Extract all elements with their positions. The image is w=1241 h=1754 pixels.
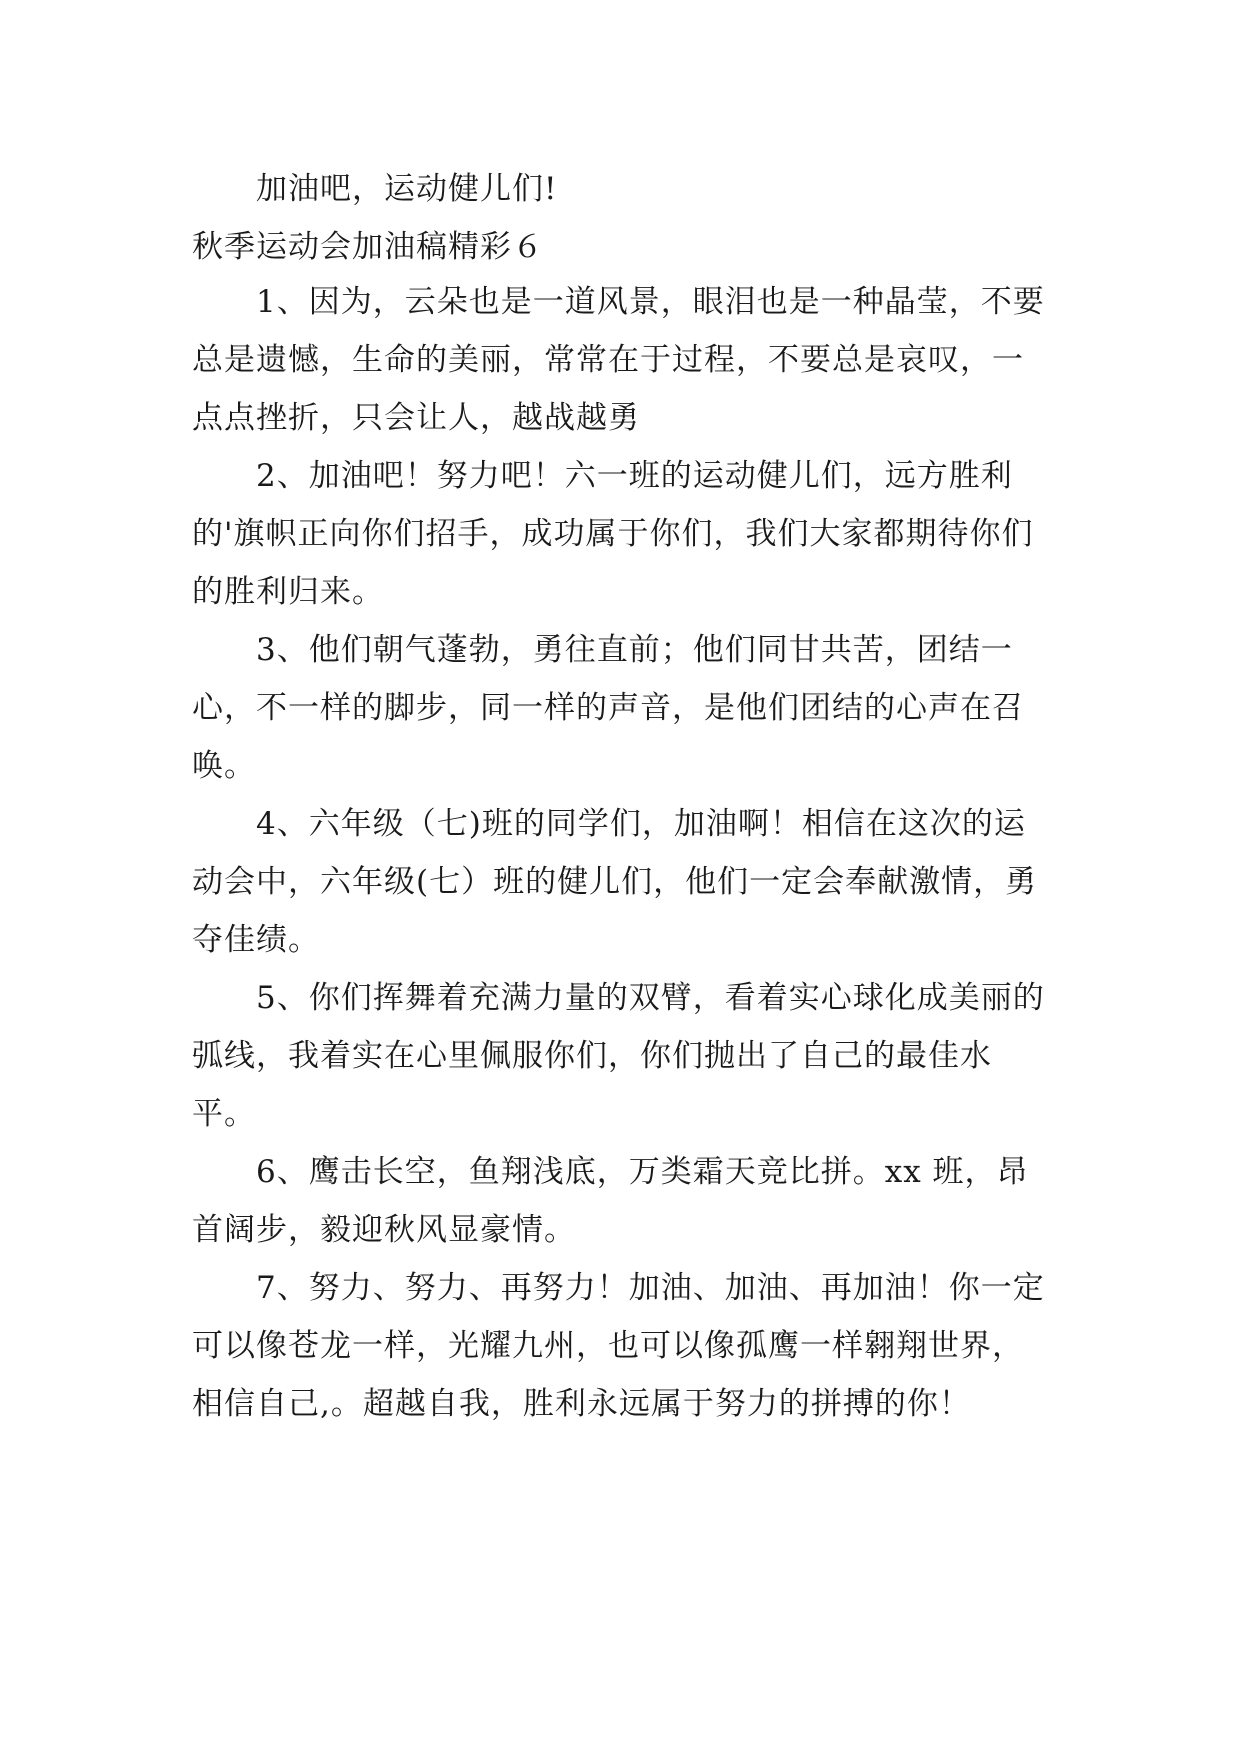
paragraph-7: 7、努力、努力、再努力！加油、加油、再加油！你一定可以像苍龙一样，光耀九州，也可以像孤鹰一样翱翔世界，相信自己,。超越自我，胜利永远属于努力的拼搏的你！ — [192, 1270, 1045, 1422]
intro-line: 加油吧，运动健儿们! — [256, 171, 558, 207]
paragraph-6: 6、鹰击长空，鱼翔浅底，万类霜天竞比拼。xx 班，昂首阔步，毅迎秋风显豪情。 — [192, 1154, 1029, 1248]
paragraph-4: 4、六年级（七)班的同学们，加油啊！相信在这次的运动会中，六年级(七）班的健儿们，他们一定会奉献激情，勇夺佳绩。 — [192, 806, 1038, 958]
paragraph-list — [192, 273, 1052, 1433]
section-title: 秋季运动会加油稿精彩６ — [192, 229, 544, 265]
intro-line-block — [192, 160, 1052, 218]
paragraph-2: 2、加油吧！努力吧！六一班的运动健儿们，远方胜利的'旗帜正向你们招手，成功属于你们，我们大家都期待你们的胜利归来。 — [192, 458, 1034, 610]
section-title-block — [192, 218, 1052, 276]
paragraph-1: 1、因为，云朵也是一道风景，眼泪也是一种晶莹，不要总是遗憾，生命的美丽，常常在于过程，不要总是哀叹，一点点挫折，只会让人，越战越勇 — [192, 284, 1045, 436]
paragraph-5: 5、你们挥舞着充满力量的双臂，看着实心球化成美丽的弧线，我着实在心里佩服你们，你们抛出了自己的最佳水平。 — [192, 980, 1045, 1132]
paragraph-3: 3、他们朝气蓬勃，勇往直前；他们同甘共苦，团结一心，不一样的脚步，同一样的声音，是他们团结的心声在召唤。 — [192, 632, 1024, 784]
